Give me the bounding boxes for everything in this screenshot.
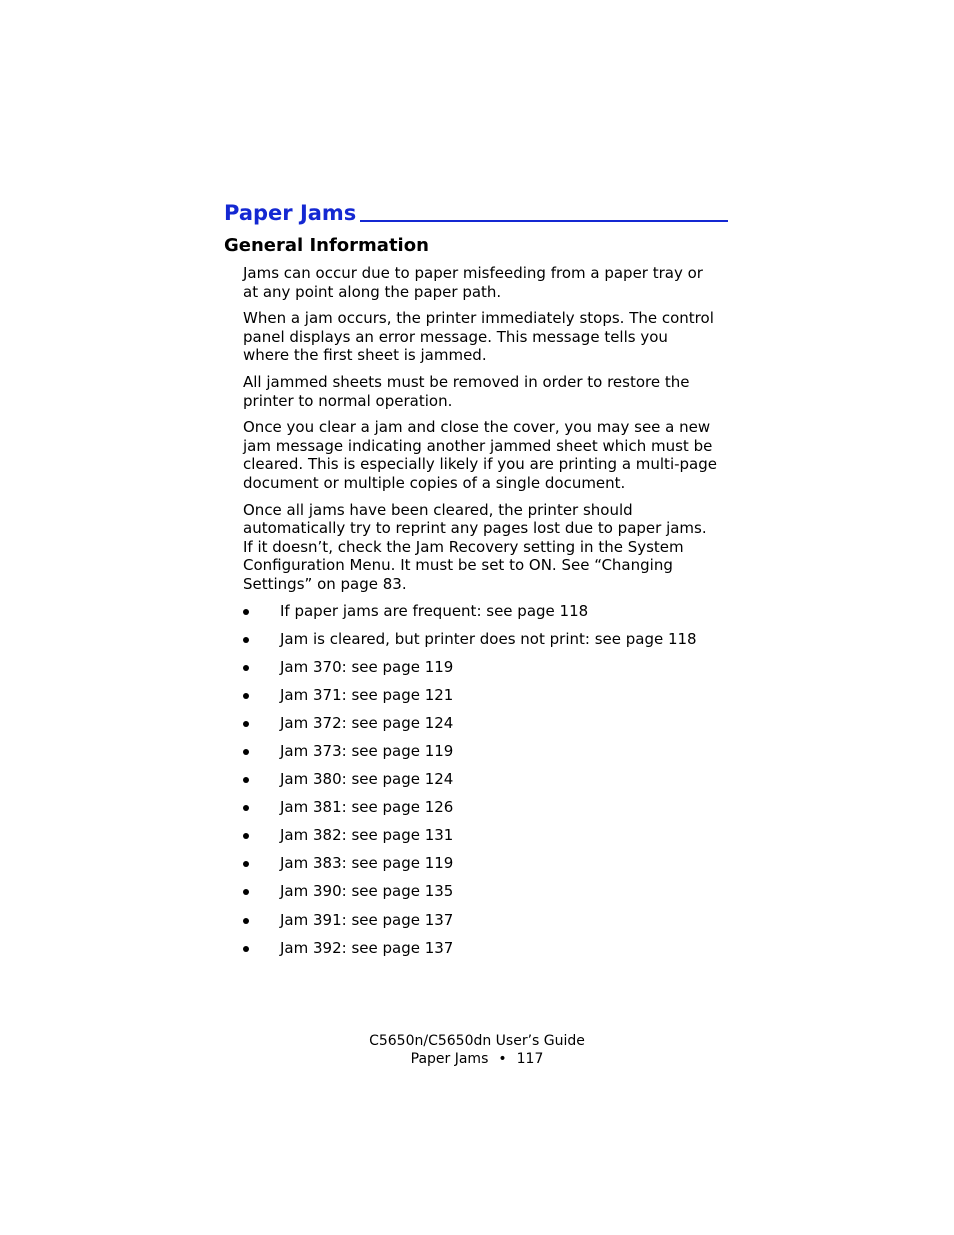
paragraph-remove-sheets: All jammed sheets must be removed in order to restore the printer to normal operation. [243,372,690,410]
bullet-icon [243,749,249,755]
footer-separator: • [498,1051,507,1067]
list-item-jam-370[interactable] [243,658,743,686]
list-item-jam-390[interactable] [243,882,743,910]
list-item-text[interactable]: Jam 380: see page 124 [280,770,454,789]
list-item-text[interactable]: Jam 390: see page 135 [280,882,454,901]
bullet-icon [243,805,249,811]
list-item-text[interactable]: Jam 381: see page 126 [280,798,454,817]
list-item-text[interactable]: Jam 370: see page 119 [280,657,454,676]
bullet-icon [243,861,249,867]
list-item-text[interactable]: Jam 372: see page 124 [280,713,454,732]
list-item-text[interactable]: Jam is cleared, but printer does not print: see page 118 [280,629,697,648]
footer-section-name: Paper Jams [410,1051,489,1067]
list-item-text[interactable]: Jam 383: see page 119 [280,854,454,873]
paragraph-jam-causes: Jams can occur due to paper misfeeding from a paper tray or at any point along the paper path. [243,264,703,301]
bullet-icon [243,889,249,895]
bullet-icon [243,777,249,783]
list-item-jam-371[interactable] [243,686,743,714]
footer-section-line [0,1050,954,1068]
body-content [243,264,743,967]
page-footer [0,1032,954,1068]
paragraph-new-jam-message: Once you clear a jam and close the cover, you may see a new jam message indicating another jammed sheet which must be cleared. This is especially likely if you are printing a multi-page document or multiple copies of a single document. [243,418,717,492]
page-title: Paper Jams [224,201,357,225]
footer-page-number: 117 [516,1051,544,1067]
list-item-frequent-jams[interactable] [243,602,743,630]
list-item-text[interactable]: Jam 373: see page 119 [280,741,454,760]
bullet-icon [243,918,249,924]
bullet-icon [243,693,249,699]
paragraph-jam-occurs: When a jam occurs, the printer immediately stops. The control panel displays an error message. This message tells you where the first sheet is jammed. [243,309,714,365]
bullet-icon [243,609,249,615]
subsection-heading: General Information [224,235,429,256]
bullet-icon [243,946,249,952]
list-item-cleared-no-print[interactable] [243,630,743,658]
list-item-jam-382[interactable] [243,826,743,854]
paragraph-jam-recovery: Once all jams have been cleared, the printer should automatically try to reprint any pages lost due to paper jams. If it doesn’t, check the Jam Recovery setting in the System Configuration Menu. It must be set to ON. See “Changing Settings” on page 83. [243,500,707,593]
list-item-text[interactable]: Jam 392: see page 137 [280,938,454,957]
section-heading [224,196,728,226]
list-item-jam-391[interactable] [243,911,743,939]
list-item-jam-372[interactable] [243,714,743,742]
jam-reference-list [243,602,743,967]
list-item-jam-392[interactable] [243,939,743,967]
footer-guide-title: C5650n/C5650dn User’s Guide [369,1033,585,1049]
list-item-jam-373[interactable] [243,742,743,770]
list-item-text[interactable]: Jam 371: see page 121 [280,685,454,704]
list-item-text[interactable]: Jam 391: see page 137 [280,910,454,929]
list-item-text[interactable]: Jam 382: see page 131 [280,826,454,845]
bullet-icon [243,637,249,643]
bullet-icon [243,665,249,671]
list-item-jam-380[interactable] [243,770,743,798]
list-item-jam-381[interactable] [243,798,743,826]
bullet-icon [243,721,249,727]
list-item-text[interactable]: If paper jams are frequent: see page 118 [280,601,589,620]
bullet-icon [243,833,249,839]
list-item-jam-383[interactable] [243,854,743,882]
title-underline-rule [360,220,728,222]
